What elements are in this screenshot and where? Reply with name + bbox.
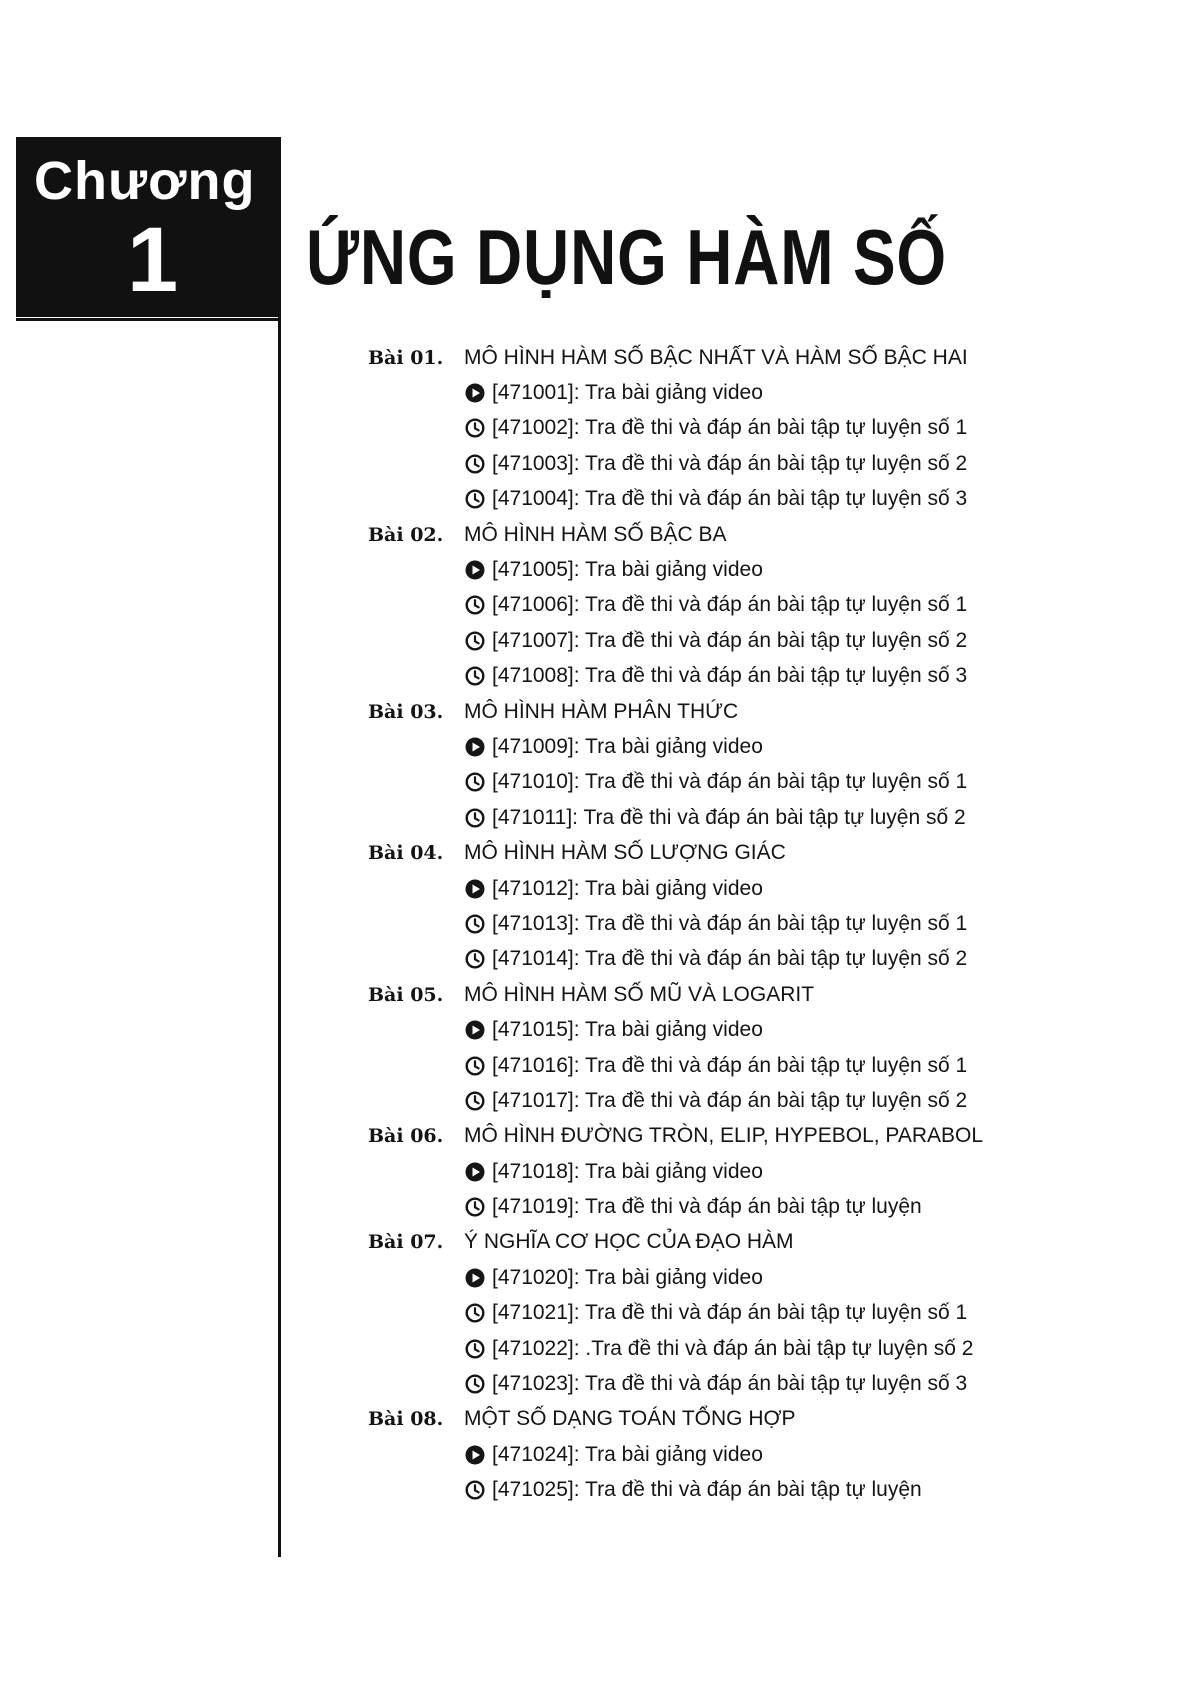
lesson-title: MÔ HÌNH HÀM SỐ BẬC NHẤT VÀ HÀM SỐ BẬC HAI [464,345,968,369]
resource-item [368,942,1008,977]
clock-icon [464,807,486,829]
resource-text: [471002]: Tra đề thi và đáp án bài tập tự luyện số 1 [492,416,968,440]
clock-icon [464,1338,486,1360]
clock-icon [464,1090,486,1112]
lesson-title: MÔ HÌNH HÀM PHÂN THỨC [464,699,739,723]
resource-text: [471018]: Tra bài giảng video [492,1159,763,1183]
lesson-heading [368,1402,1008,1437]
lesson-heading [368,340,1008,375]
lesson-list [368,340,1008,1508]
resource-item [368,446,1008,481]
lesson-code: Bài 05. [368,983,444,1006]
resource-text: [471006]: Tra đề thi và đáp án bài tập tự luyện số 1 [492,593,968,617]
play-icon [464,878,486,900]
resource-item [368,1331,1008,1366]
lesson-heading [368,1119,1008,1154]
resource-text: [471008]: Tra đề thi và đáp án bài tập tự luyện số 3 [492,664,968,688]
lesson-heading [368,1225,1008,1260]
resource-text: [471010]: Tra đề thi và đáp án bài tập tự luyện số 1 [492,770,968,794]
clock-icon [464,488,486,510]
resource-text: [471012]: Tra bài giảng video [492,876,763,900]
resource-item [368,1473,1008,1508]
lesson-code: Bài 01. [368,346,444,369]
clock-icon [464,453,486,475]
resource-text: [471017]: Tra đề thi và đáp án bài tập tự luyện số 2 [492,1088,968,1112]
lesson-title: MÔ HÌNH HÀM SỐ BẬC BA [464,522,727,546]
resource-item [368,1012,1008,1047]
resource-text: [471025]: Tra đề thi và đáp án bài tập tự luyện [492,1478,922,1502]
clock-icon [464,948,486,970]
chapter-label: Chương [34,151,256,211]
resource-item [368,375,1008,410]
resource-text: [471023]: Tra đề thi và đáp án bài tập tự luyện số 3 [492,1372,968,1396]
resource-item [368,871,1008,906]
resource-item [368,765,1008,800]
chapter-divider [16,318,281,321]
lesson-heading [368,517,1008,552]
resource-text: [471009]: Tra bài giảng video [492,734,763,758]
resource-text: [471020]: Tra bài giảng video [492,1265,763,1289]
lesson-code: Bài 03. [368,700,444,723]
play-icon [464,1019,486,1041]
resource-item [368,588,1008,623]
resource-text: [471022]: .Tra đề thi và đáp án bài tập tự luyện số 2 [492,1336,974,1360]
resource-item [368,906,1008,941]
lesson-code: Bài 06. [368,1125,444,1148]
resource-text: [471004]: Tra đề thi và đáp án bài tập tự luyện số 3 [492,487,968,511]
play-icon [464,1267,486,1289]
lesson-heading [368,977,1008,1012]
resource-item [368,729,1008,764]
resource-text: [471007]: Tra đề thi và đáp án bài tập tự luyện số 2 [492,628,968,652]
resource-text: [471011]: Tra đề thi và đáp án bài tập tự luyện số 2 [492,805,966,829]
clock-icon [464,913,486,935]
resource-item [368,552,1008,587]
lesson-code: Bài 08. [368,1408,444,1431]
clock-icon [464,1373,486,1395]
resource-text: [471013]: Tra đề thi và đáp án bài tập tự luyện số 1 [492,911,968,935]
resource-item [368,1048,1008,1083]
play-icon [464,736,486,758]
resource-text: [471003]: Tra đề thi và đáp án bài tập tự luyện số 2 [492,451,968,475]
resource-item [368,411,1008,446]
clock-icon [464,1302,486,1324]
resource-text: [471019]: Tra đề thi và đáp án bài tập tự luyện [492,1195,922,1219]
play-icon [464,382,486,404]
lesson-code: Bài 07. [368,1231,444,1254]
resource-item [368,1366,1008,1401]
resource-item [368,1083,1008,1118]
resource-item [368,1437,1008,1472]
lesson-title: MÔ HÌNH HÀM SỐ LƯỢNG GIÁC [464,841,786,865]
chapter-title: ỨNG DỤNG HÀM SỐ [306,213,948,301]
play-icon [464,1161,486,1183]
lesson-title: MÔ HÌNH HÀM SỐ MŨ VÀ LOGARIT [464,982,815,1006]
clock-icon [464,1055,486,1077]
resource-item [368,659,1008,694]
lesson-title: Ý NGHĨA CƠ HỌC CỦA ĐẠO HÀM [464,1230,794,1254]
resource-text: [471016]: Tra đề thi và đáp án bài tập tự luyện số 1 [492,1053,968,1077]
resource-text: [471005]: Tra bài giảng video [492,558,763,582]
resource-text: [471014]: Tra đề thi và đáp án bài tập tự luyện số 2 [492,947,968,971]
clock-icon [464,594,486,616]
clock-icon [464,417,486,439]
resource-item [368,482,1008,517]
lesson-heading [368,694,1008,729]
lesson-title: MÔ HÌNH ĐƯỜNG TRÒN, ELIP, HYPEBOL, PARABOL [464,1124,984,1148]
lesson-heading [368,835,1008,870]
resource-item [368,800,1008,835]
clock-icon [464,665,486,687]
resource-text: [471021]: Tra đề thi và đáp án bài tập tự luyện số 1 [492,1301,968,1325]
resource-item [368,1296,1008,1331]
chapter-number: 1 [127,209,179,311]
lesson-title: MỘT SỐ DẠNG TOÁN TỔNG HỢP [464,1407,796,1431]
play-icon [464,1444,486,1466]
lesson-code: Bài 04. [368,842,444,865]
clock-icon [464,1196,486,1218]
resource-item [368,1154,1008,1189]
resource-text: [471001]: Tra bài giảng video [492,381,763,405]
clock-icon [464,1479,486,1501]
clock-icon [464,771,486,793]
margin-rule [278,137,281,1557]
resource-text: [471024]: Tra bài giảng video [492,1442,763,1466]
lesson-code: Bài 02. [368,523,444,546]
clock-icon [464,630,486,652]
resource-item [368,623,1008,658]
resource-item [368,1260,1008,1295]
resource-text: [471015]: Tra bài giảng video [492,1018,763,1042]
resource-item [368,1189,1008,1224]
play-icon [464,559,486,581]
